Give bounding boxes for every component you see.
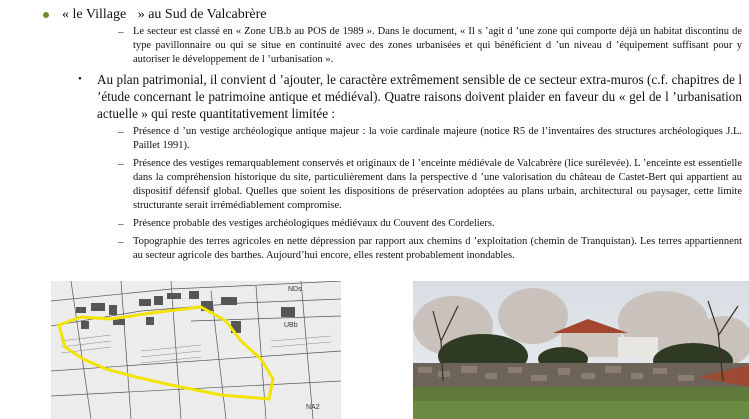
reason-item: Présence d ’un vestige archéologique antique majeur : la voie cardinale majeure (notice R5 de l’inventaires des structures archéologiques J.L. Paillet 1991). (133, 126, 742, 151)
dash-marker: – (118, 236, 124, 248)
village-photo-drawing (413, 281, 749, 419)
map-label: NDs (288, 286, 302, 293)
heading-prefix: « le Village (62, 7, 127, 22)
cadastral-map-drawing (51, 281, 341, 419)
dash-marker: – (118, 126, 124, 138)
patrimonial-paragraph: Au plan patrimonial, il convient d ’ajouter, le caractère extrêmement sensible de ce secteur extra-muros (c.f. chapitres de l ’étude concernant le patrimoine antique et médiéval). Quatre raisons doivent plaider en faveur du « gel de l ’urbanisation actuelle » qui reste quantitativement limitée : (97, 72, 742, 121)
map-label: UBb (284, 322, 298, 329)
reason-item: Topographie des terres agricoles en nette dépression par rapport aux chemins d ’exploitation (chemin de Tranquistan). Les terres appartiennent au secteur agricole des barthes. Aujourd’hui encore, elles restent probablement inondables. (133, 236, 742, 261)
reason-item: Présence probable des vestiges archéologiques médiévaux du Couvent des Cordeliers. (133, 218, 495, 229)
dash-marker: – (118, 218, 124, 230)
map-label: NA2 (306, 404, 320, 411)
reason-item: Présence des vestiges remarquablement conservés et originaux de l ’enceinte médiévale de Valcabrère (lice surélevée). L ’enceinte est essentielle dans la compréhension historique du site, particulièrement dans la perspective d ’une valorisation du château de Castet-Bert qui appartient au dispositif défensif global. Quelles que soient les dispositions de préservation adoptées au plans urbain, architectural ou paysager, cette limite structurante serait irrémédiablement compromise. (133, 158, 742, 211)
section-heading (62, 7, 267, 23)
dash-marker: – (118, 158, 124, 170)
paragraph-bullet: • (78, 73, 82, 85)
cadastral-map-image (51, 281, 341, 419)
intro-item: Le secteur est classé en « Zone UB.b au POS de 1989 ». Dans le document, « Il s ’agit d ’une zone qui comporte déjà un habitat discontinu de type pavillonnaire ou qui se situe en continuité avec des zones urbanisées et qui bénéficient d ’un niveau d ’équipement suffisant pour y autoriser le développement de l ’urbanisation ». (133, 26, 742, 65)
village-photo (413, 281, 749, 419)
heading-suffix: » au Sud de Valcabrère (137, 7, 267, 22)
heading-bullet (43, 12, 49, 18)
dash-marker: – (118, 26, 124, 38)
